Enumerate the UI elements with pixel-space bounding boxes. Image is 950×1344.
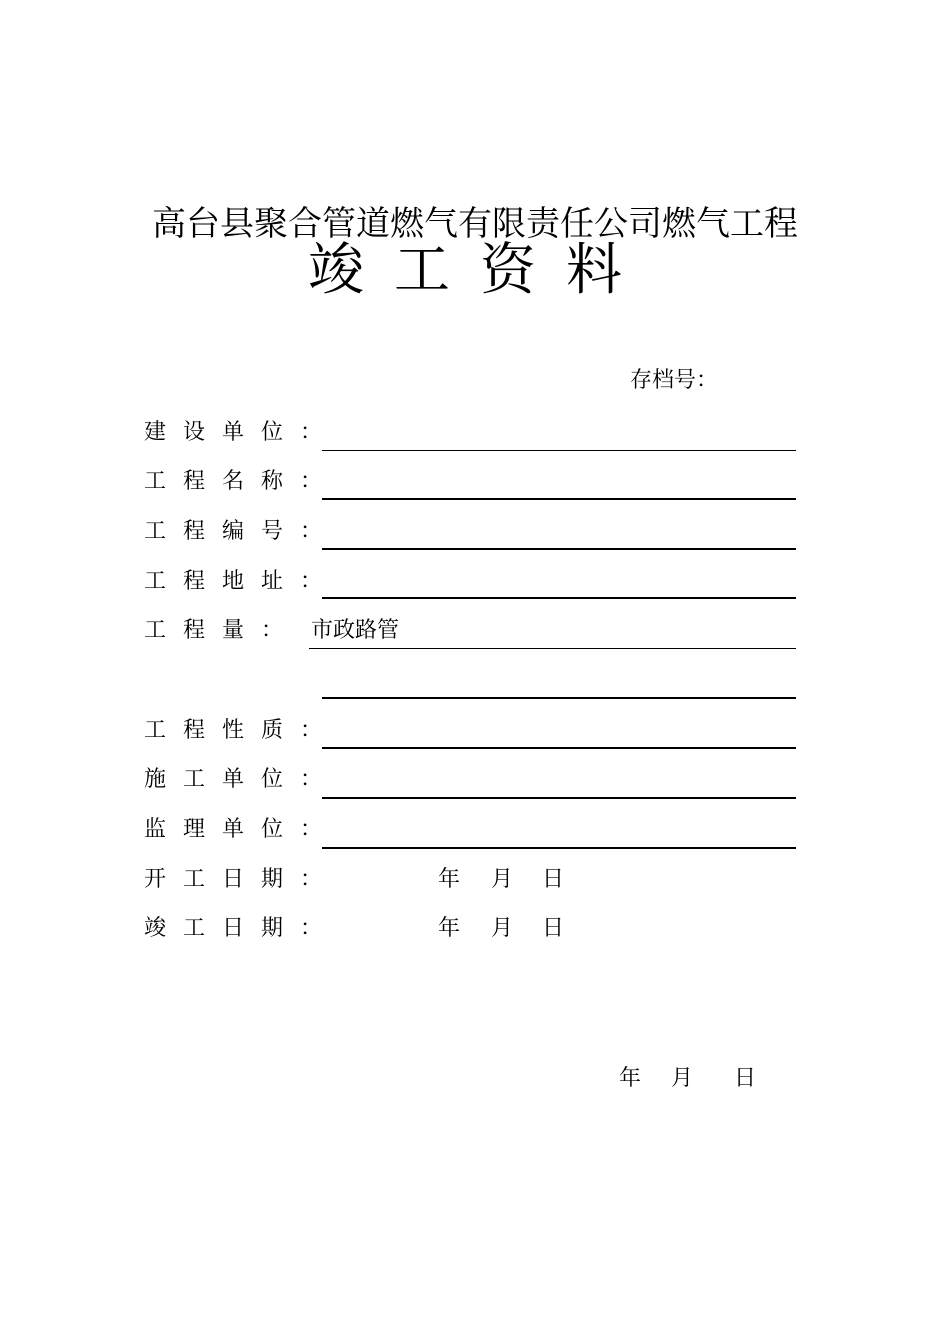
project-quantity-label: 工程量：	[144, 618, 301, 643]
construction-unit-label: 建设单位：	[144, 420, 340, 445]
completion-date-month: 月	[491, 916, 514, 941]
project-nature-label: 工程性质：	[144, 718, 340, 743]
project-name-line	[322, 498, 796, 500]
project-number-line	[322, 548, 796, 550]
project-name-label: 工程名称：	[144, 469, 340, 494]
completion-date-label: 竣工日期：	[144, 916, 340, 941]
start-date-year: 年	[438, 867, 461, 892]
document-main-title: 竣工资料	[308, 238, 652, 303]
project-quantity-value: 市政路管	[311, 618, 400, 643]
company-title: 高台县聚合管道燃气有限责任公司燃气工程	[152, 204, 798, 244]
supervision-unit-line	[322, 847, 796, 849]
completion-date-day: 日	[542, 916, 565, 941]
supervision-unit-label: 监理单位：	[144, 817, 340, 842]
archive-number-label: 存档号：	[630, 368, 719, 393]
builder-unit-line	[322, 797, 796, 799]
start-date-label: 开工日期：	[144, 867, 340, 892]
completion-date-year: 年	[438, 916, 461, 941]
signature-date-month: 月	[671, 1066, 694, 1091]
project-nature-line	[322, 747, 796, 749]
project-address-line	[322, 597, 796, 599]
signature-date-day: 日	[734, 1066, 757, 1091]
start-date-month: 月	[491, 867, 514, 892]
signature-date-year: 年	[619, 1066, 642, 1091]
project-number-label: 工程编号：	[144, 519, 340, 544]
project-quantity-extra-line	[322, 697, 796, 699]
project-address-label: 工程地址：	[144, 569, 340, 594]
project-quantity-line	[309, 648, 796, 649]
start-date-day: 日	[542, 867, 565, 892]
builder-unit-label: 施工单位：	[144, 767, 340, 792]
construction-unit-line	[322, 450, 796, 451]
